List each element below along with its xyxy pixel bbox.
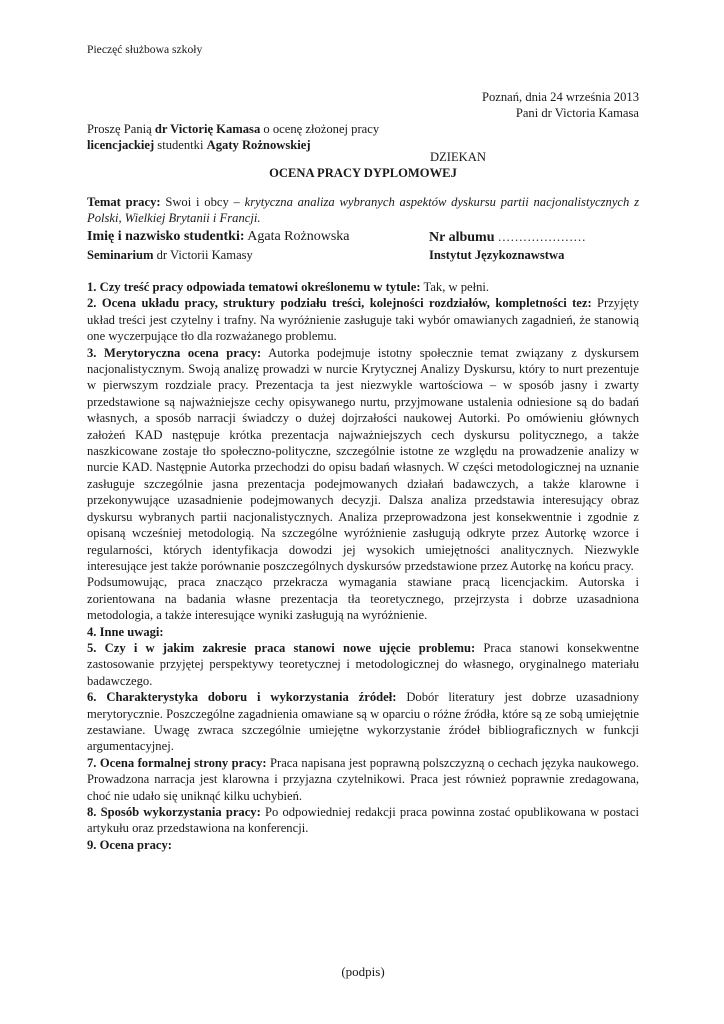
- student-name-genitive: Agaty Rożnowskiej: [206, 138, 311, 153]
- section-label: 2. Ocena układu pracy, struktury podziału treści, kolejności rozdziałów, kompletności tez:: [87, 296, 592, 311]
- thesis-topic: [87, 194, 639, 227]
- section-label: 1. Czy treść pracy odpowiada tematowi określonemu w tytule:: [87, 280, 421, 294]
- institute-name: Instytut Językoznawstwa: [429, 248, 565, 262]
- topic-label: Temat pracy:: [87, 195, 161, 209]
- album-value: …………………: [494, 230, 586, 244]
- section: [87, 279, 639, 295]
- document-title: OCENA PRACY DYPLOMOWEJ: [269, 166, 457, 180]
- seminar-value: dr Victorii Kamasy: [153, 248, 253, 262]
- seminar-label: Seminarium: [87, 248, 154, 262]
- section-label: 3. Merytoryczna ocena pracy:: [87, 345, 262, 360]
- section-label: 5. Czy i w jakim zakresie praca stanowi nowe ujęcie problemu:: [87, 640, 476, 655]
- request-text-1: Proszę Panią: [87, 122, 155, 136]
- topic-plain: Swoi i obcy –: [160, 195, 245, 209]
- section: [87, 574, 639, 623]
- thesis-type: licencjackiej: [87, 138, 155, 153]
- section: [87, 689, 639, 755]
- school-stamp-label: Pieczęć służbowa szkoły: [87, 43, 203, 56]
- section-label: 4. Inne uwagi:: [87, 624, 164, 639]
- section-label: 6. Charakterystyka doboru i wykorzystania źródeł:: [87, 690, 397, 705]
- student-row: [87, 228, 639, 246]
- request-text-2: o ocenę złożonej pracy: [260, 122, 380, 136]
- section: [87, 295, 639, 344]
- section-text: Po odpowiedniej redakcji praca powinna zostać opublikowana w postaci artykułu oraz przedstawiona na konferencji.: [87, 805, 639, 836]
- seminar-row: [87, 247, 639, 263]
- dean-label: DZIEKAN: [430, 150, 486, 164]
- section-text: Praca stanowi konsekwentne zastosowanie przyjętej perspektywy teoretycznej i metodologicznej do własnego, oryginalnego materiału badawczego.: [87, 640, 640, 688]
- section-text: Podsumowując, praca znacząco przekracza wymagania stawiane pracą licencjackim. Autorska i zorientowana na badania własne prezentacja tła teoretycznego, przejrzysta i dobrze uzasadniona metodologia, a także interesujące wyniki zasługują na wyróżnienie.: [87, 575, 639, 623]
- review-request: [87, 121, 417, 154]
- section: [87, 755, 639, 804]
- reviewer-name: dr Victorię Kamasa: [154, 122, 261, 136]
- section-label: 7. Ocena formalnej strony pracy:: [87, 755, 267, 770]
- student-value: Agata Rożnowska: [244, 229, 350, 244]
- topic-italic: krytyczna analiza wybranych aspektów dyskursu partii nacjonalistycznych z Polski, Wielkiej Brytanii i Francji.: [87, 195, 639, 226]
- album-label: Nr albumu: [429, 230, 495, 245]
- addressee: Pani dr Victoria Kamasa: [515, 106, 639, 120]
- signature-label: (podpis): [341, 964, 385, 979]
- section-label: 8. Sposób wykorzystania pracy:: [87, 805, 261, 819]
- section-text: Autorka podejmuje istotny społecznie temat związany z dyskursem nacjonalistycznym. Swoją analizę prowadzi w nurcie Krytycznej Analizy Dyskursu, który to nurt prezentuje w pierwszym rozdziale pracy. Prezentacja ta jest niezwykle wartościowa – w sposób jasny i zwarty przedstawione są najważniejsze cechy opisywanego nurtu, przyjmowane ustalenia odniesione są do badań własnych, a sposób narracji świadczy o dużej dojrzałości naukowej Autorki. Po omówieniu głównych założeń KAD następuje krótka prezentacja najważniejszych cech dyskursu politycznego, a także naszkicowane zostaje tło społeczno-polityczne, szczególnie istotne ze względu na prowadzenie analizy w nurcie KAD. Następnie Autorka przechodzi do opisu badań własnych. W części metodologicznej na uznanie zasługuje szczególnie jasna prezentacja podejmowanych działań badawczych, a także klarowne i przekonywujące uzasadnienie podejmowanych decyzji. Dalsza analiza przedstawia interesujący obraz dyskursu wybranych partii nacjonalistycznych. Analiza przeprowadzona jest konsekwentnie i zgodnie z opisaną wcześniej metodologią. Na szczególne wyróżnienie zasługują odkryte przez Autorkę wzorce i regularności, których identyfikacja dowodzi jej wysokich umiejętności analitycznych. Niezwykle interesujące jest także porównanie poszczególnych dyskursów przedstawione przez Autorkę na końcu pracy.: [87, 345, 639, 573]
- request-text-3: studentki: [154, 138, 207, 153]
- section: [87, 624, 639, 640]
- section: [87, 837, 639, 853]
- section: [87, 345, 639, 575]
- section: [87, 804, 639, 837]
- album-field: [429, 228, 586, 247]
- section-text: Praca napisana jest poprawną polszczyzną o cechach języka naukowego. Prowadzona narracja jest klarowna i przyjazna czytelnikowi. Praca jest również poprawnie zredagowana, choć nie udało się uniknąć kilku uchybień.: [87, 755, 639, 803]
- student-label: Imię i nazwisko studentki:: [87, 229, 245, 244]
- section-text: Tak, w pełni.: [420, 280, 490, 294]
- section-text: Przyjęty układ treści jest czytelny i trafny. Na wyróżnienie zasługuje taki wybór omawianych zagadnień, że stanowią one wyczerpujące tło dla rozważanego problemu.: [87, 296, 639, 344]
- section-label: 9. Ocena pracy:: [87, 837, 172, 852]
- section: [87, 640, 639, 689]
- section-text: Dobór literatury jest dobrze uzasadniony merytorycznie. Poszczególne zagadnienia omawiane są w oparciu o różne źródła, które są ze sobą umiejętnie zestawiane. Uwagę zwraca szczególnie umiejętne wykorzystanie źródeł bibliograficznych w funkcji argumentacyjnej.: [87, 690, 639, 754]
- place-date: Poznań, dnia 24 września 2013: [481, 90, 639, 104]
- evaluation-body: [87, 279, 639, 853]
